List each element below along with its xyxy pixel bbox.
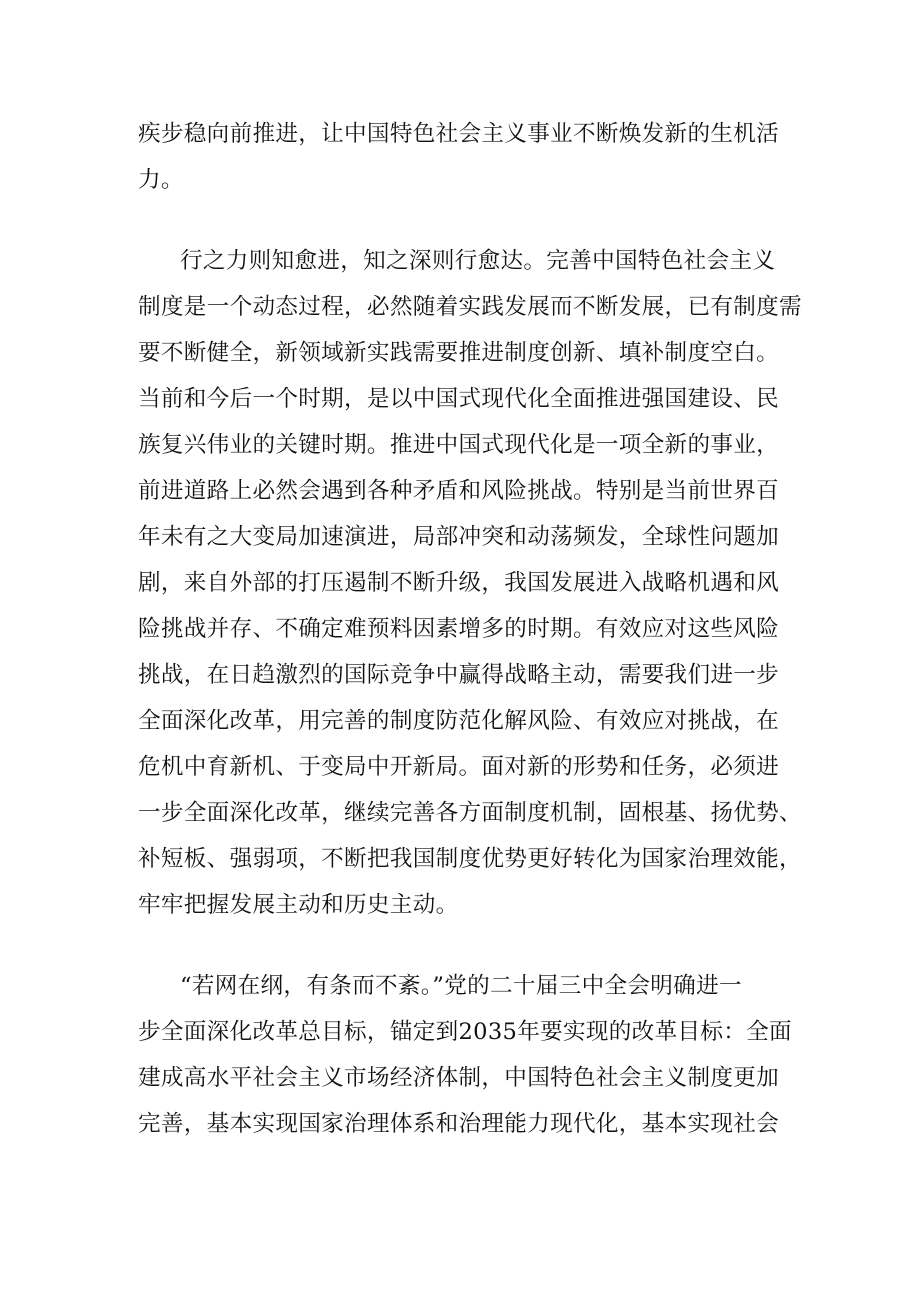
paragraph-2-line-12: 危机中育新机、于变局中开新局。面对新的形势和任务，必须进 — [138, 754, 780, 780]
paragraph-2-line-5: 族复兴伟业的关键时期。推进中国式现代化是一项全新的事业， — [138, 432, 780, 458]
paragraph-2-line-6: 前进道路上必然会遇到各种矛盾和风险挑战。特别是当前世界百 — [138, 478, 780, 504]
paragraph-2-line-15: 牢牢把握发展主动和历史主动。 — [138, 892, 459, 918]
paragraph-3-line-1: “若网在纲，有条而不紊。”党的二十届三中全会明确进一 — [180, 973, 742, 999]
paragraph-2-line-4: 当前和今后一个时期，是以中国式现代化全面推进强国建设、民 — [138, 386, 780, 412]
paragraph-2-line-1: 行之力则知愈进，知之深则行愈达。完善中国特色社会主义 — [180, 248, 776, 274]
paragraph-2-line-8: 剧，来自外部的打压遏制不断升级，我国发展进入战略机遇和风 — [138, 570, 780, 596]
paragraph-3-line-4: 完善，基本实现国家治理体系和治理能力现代化，基本实现社会 — [138, 1111, 780, 1137]
paragraph-2-line-3: 要不断健全，新领域新实践需要推进制度创新、填补制度空白。 — [138, 340, 780, 366]
paragraph-2-line-2: 制度是一个动态过程，必然随着实践发展而不断发展，已有制度需 — [138, 294, 802, 320]
paragraph-3-line-3: 建成高水平社会主义市场经济体制，中国特色社会主义制度更加 — [138, 1065, 780, 1091]
paragraph-2-line-10: 挑战，在日趋激烈的国际竞争中赢得战略主动，需要我们进一步 — [138, 662, 780, 688]
paragraph-1-line-2: 力。 — [138, 167, 184, 193]
paragraph-3-line-2: 步全面深化改革总目标，锚定到2035年要实现的改革目标：全面 — [138, 1019, 792, 1045]
paragraph-2-line-14: 补短板、强弱项，不断把我国制度优势更好转化为国家治理效能， — [138, 846, 802, 872]
paragraph-1-line-1: 疾步稳向前推进，让中国特色社会主义事业不断焕发新的生机活 — [138, 121, 780, 147]
paragraph-2-line-9: 险挑战并存、不确定难预料因素增多的时期。有效应对这些风险 — [138, 616, 780, 642]
paragraph-2-line-13: 一步全面深化改革，继续完善各方面制度机制，固根基、扬优势、 — [138, 800, 802, 826]
paragraph-2-line-11: 全面深化改革，用完善的制度防范化解风险、有效应对挑战，在 — [138, 708, 780, 734]
paragraph-2-line-7: 年未有之大变局加速演进，局部冲突和动荡频发，全球性问题加 — [138, 524, 780, 550]
